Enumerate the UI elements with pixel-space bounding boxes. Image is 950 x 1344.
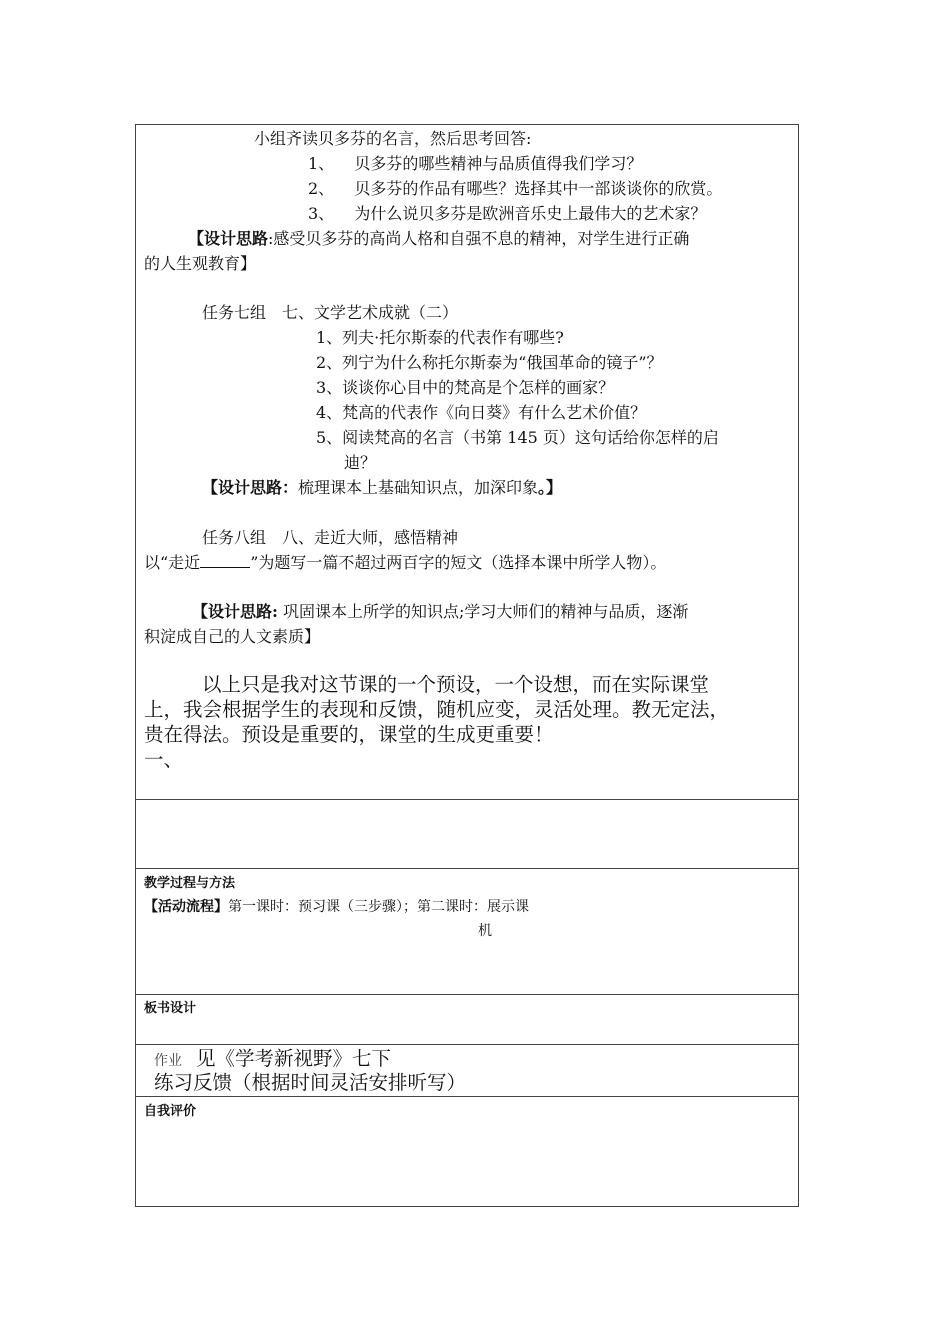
task-seven-item-1: 1、列夫·托尔斯泰的代表作有哪些? [316, 328, 564, 347]
design-note-3: 【设计思路: 巩固课本上所学的知识点;学习大师们的精神与品质，逐渐 [192, 602, 689, 621]
teaching-process-title: 教学过程与方法 [144, 876, 236, 891]
design-note-1: 【设计思路:感受贝多芬的高尚人格和自强不息的精神，对学生进行正确 [188, 229, 690, 248]
task-seven-heading: 任务七组 七、文学艺术成就（二） [202, 303, 459, 322]
empty-cell [136, 799, 798, 868]
design-note-3-cont: 积淀成自己的人文素质】 [144, 627, 321, 646]
closing-line-3: 贵在得法。预设是重要的，课堂的生成更重要！ [144, 723, 554, 746]
activity-flow-cont: 机 [478, 923, 492, 939]
essay-prompt: 以“走近 ”为题写一篇不超过两百字的短文（选择本课中所学人物）。 [144, 553, 667, 572]
task-seven-item-5-cont: 迪？ [344, 453, 377, 472]
task-seven-item-3: 3、谈谈你心目中的梵高是个怎样的画家？ [316, 378, 615, 397]
task-seven-item-4: 4、梵高的代表作《向日葵》有什么艺术价值？ [316, 403, 647, 422]
task-seven-item-5: 5、阅读梵高的名言（书第 145 页）这句话给你怎样的启 [316, 428, 719, 447]
lesson-plan-table [135, 124, 799, 1207]
closing-line-4: 一、 [144, 748, 184, 771]
design-note-1-cont: 的人生观教育】 [144, 254, 257, 273]
board-design-title: 板书设计 [144, 1001, 197, 1016]
self-evaluation-cell [136, 1096, 798, 1206]
closing-line-2: 上，我会根据学生的表现和反馈，随机应变，灵活处理。教无定法， [144, 698, 730, 721]
task-eight-heading: 任务八组 八、走近大师，感悟精神 [202, 528, 459, 547]
question-2: 2、 贝多芬的作品有哪些？选择其中一部谈谈你的欣赏。 [308, 179, 723, 198]
homework-cell [136, 1044, 798, 1096]
design-note-2: 【设计思路：梳理课本上基础知识点，加深印象。】 [202, 478, 563, 497]
question-3: 3、 为什么说贝多芬是欧洲音乐史上最伟大的艺术家？ [308, 204, 707, 223]
closing-line-1: 以上只是我对这节课的一个预设，一个设想，而在实际课堂 [202, 673, 710, 696]
activity-flow: 【活动流程】第一课时：预习课（三步骤）；第二课时：展示课 [144, 899, 529, 915]
task-seven-item-2: 2、列宁为什么称托尔斯泰为“俄国革命的镜子”？ [316, 353, 663, 372]
teaching-process-cell [136, 868, 798, 994]
intro-text: 小组齐读贝多芬的名言，然后思考回答: [254, 129, 532, 148]
question-1: 1、 贝多芬的哪些精神与品质值得我们学习？ [308, 154, 643, 173]
blank-line [200, 553, 250, 568]
self-evaluation-title: 自我评价 [144, 1104, 197, 1119]
homework-line-2: 练习反馈（根据时间灵活安排听写） [154, 1071, 467, 1094]
homework-line-1: 作业 见《学考新视野》七下 [154, 1047, 392, 1070]
task-content-cell [136, 125, 798, 799]
board-design-cell [136, 994, 798, 1044]
